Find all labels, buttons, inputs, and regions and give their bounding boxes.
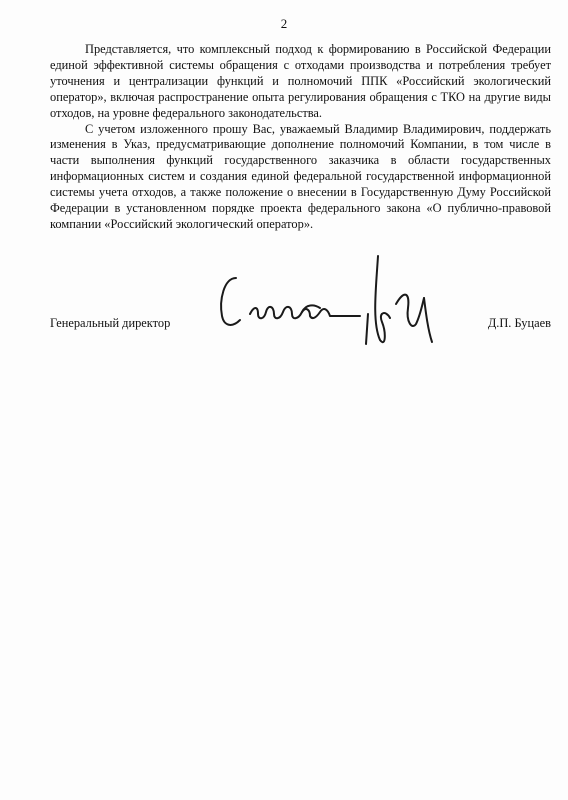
signatory-title: Генеральный директор [50, 316, 171, 330]
page-number: 2 [280, 16, 288, 31]
signatory-name: Д.П. Буцаев [487, 316, 551, 330]
handwritten-signature [210, 248, 445, 358]
document-body [50, 42, 551, 233]
paragraph-2: С учетом изложенного прошу Вас, уважаемый Владимир Владимирович, поддержать изменения в Указ, предусматривающие дополнение полномочий Компании, в том числе в части выполнения функций государственного заказчика в области государственных информационных систем и создания единой федеральной государственной информационной системы учета отходов, а также положение о внесении в Государственную Думу Российской Федерации в установленном порядке проекта федерального закона «О публично-правовой компании «Российский экологический оператор». [50, 121, 551, 231]
paragraph-1: Представляется, что комплексный подход к формированию в Российской Федерации единой эффективной системы обращения с отходами производства и потребления требует уточнения и централизации функций и полномочий ППК «Российский экологический оператор», включая распространение опыта регулирования обращения с ТКО на другие виды отходов, на уровне федерального законодательства. [50, 42, 551, 120]
